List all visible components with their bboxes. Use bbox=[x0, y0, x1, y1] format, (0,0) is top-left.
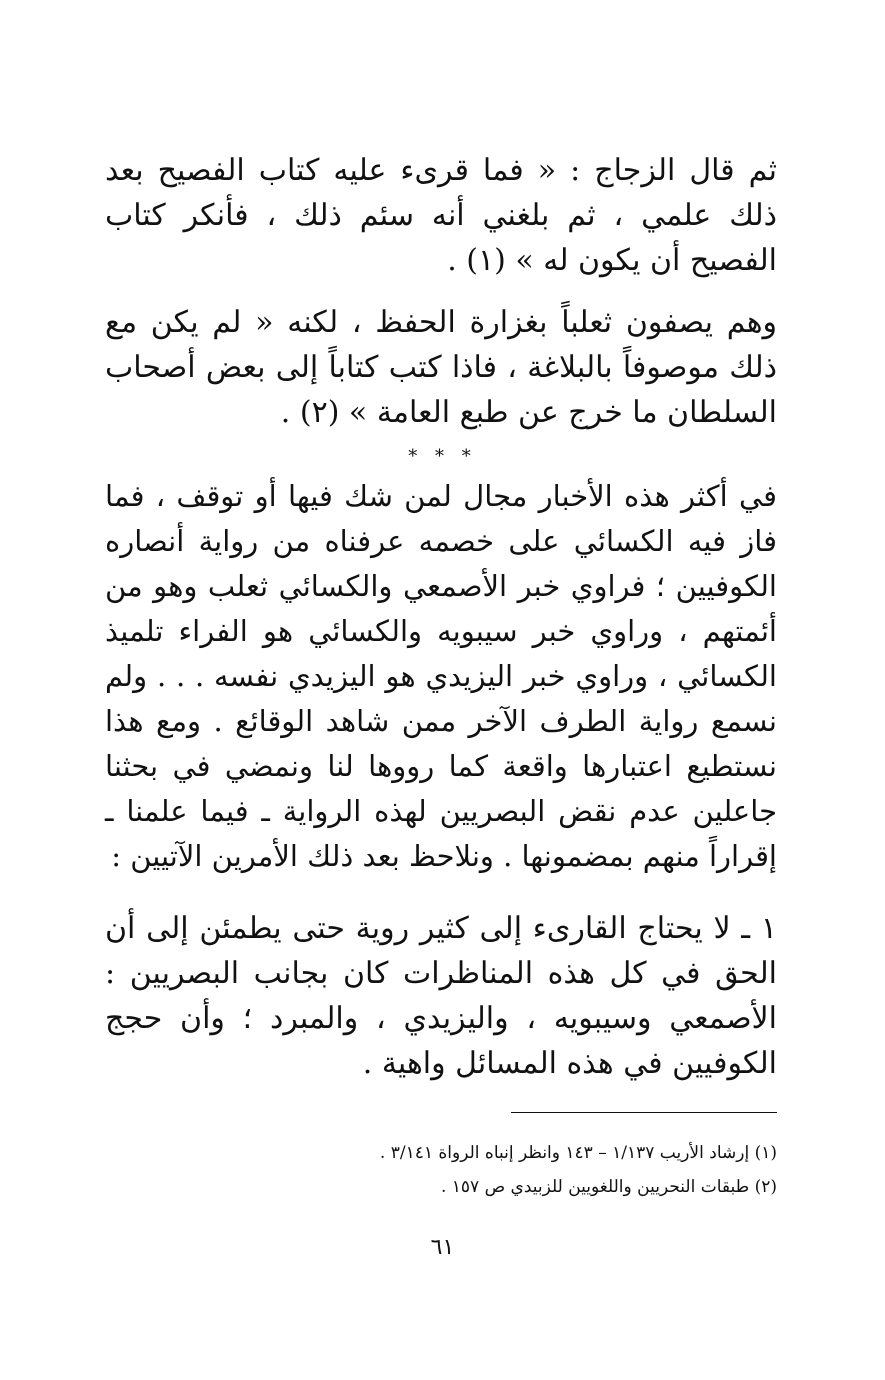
paragraph-narrators-discussion: في أكثر هذه الأخبار مجال لمن شك فيها أو توقف ، فما فاز فيه الكسائي على خصمه عرفناه من رواية أنصاره الكوفيين ؛ فراوي خبر الأصمعي والكسائي ثعلب وهو من أئمتهم ، وراوي خبر سيبويه والكسائي هو الفراء تلميذ الكسائي ، وراوي خبر اليزيدي هو اليزيدي نفسه . . . ولم نسمع رواية الطرف الآخر ممن شاهد الوقائع . ومع هذا نستطيع اعتبارها واقعة كما رووها لنا ونمضي في بحثنا جاعلين عدم نقض البصريين لهذه الرواية ـ فيما علمنا ـ إقراراً منهم بمضمونها . ونلاحظ بعد ذلك الأمرين الآتيين : bbox=[105, 479, 777, 873]
footnote-divider bbox=[511, 1112, 777, 1113]
page-number: ٦١ bbox=[430, 1235, 455, 1260]
paragraph-thalab-description: وهم يصفون ثعلباً بغزارة الحفظ ، لكنه « لم يكن مع ذلك موصوفاً بالبلاغة ، فاذا كتب كتاباً إلى بعض أصحاب السلطان ما خرج عن طبع العامة » (٢) . bbox=[105, 305, 777, 430]
footnote-2: (٢) طبقات النحريين واللغويين للزبيدي ص ١٥٧ . bbox=[440, 1177, 777, 1197]
footnote-1: (١) إرشاد الأريب ١/١٣٧ – ١٤٣ وانظر إنباه الرواة ٣/١٤١ . bbox=[379, 1143, 777, 1163]
paragraph-zajjaj-quote: ثم قال الزجاج : « فما قرىء عليه كتاب الفصيح بعد ذلك علمي ، ثم بلغني أنه سئم ذلك ، فأنكر كتاب الفصيح أن يكون له » (١) . bbox=[105, 153, 777, 278]
paragraph-point-one: ١ ـ لا يحتاج القارىء إلى كثير روية حتى يطمئن إلى أن الحق في كل هذه المناظرات كان بجانب البصريين : الأصمعي وسيبويه ، واليزيدي ، والمبرد ؛ وأن حجج الكوفيين في هذه المسائل واهية . bbox=[105, 911, 777, 1081]
section-separator: * * * bbox=[408, 446, 477, 467]
